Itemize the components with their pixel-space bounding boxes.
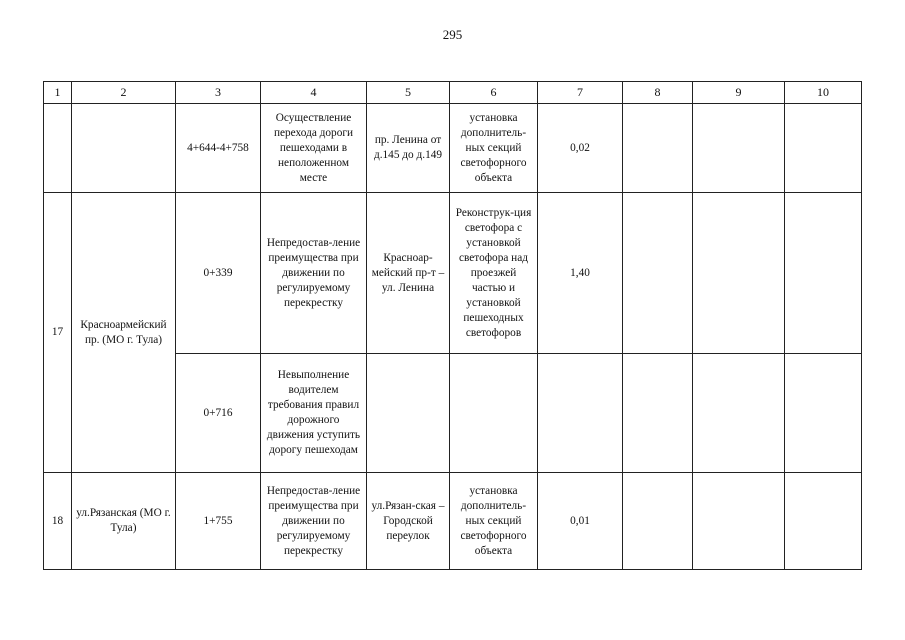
cost-cell: 0,01	[538, 473, 623, 570]
page-number: 295	[442, 27, 463, 42]
location-cell: ул.Рязан-ская – Городской переулок	[367, 473, 450, 570]
header-cell: 1	[44, 82, 72, 104]
empty-cell	[785, 104, 862, 193]
location-cell: пр. Ленина от д.145 до д.149	[367, 104, 450, 193]
row-number-cell	[44, 104, 72, 193]
data-table	[43, 81, 862, 570]
header-cell: 7	[538, 82, 623, 104]
km-cell: 1+755	[176, 473, 261, 570]
table-row	[44, 473, 862, 570]
table-row	[44, 104, 862, 193]
empty-cell	[693, 193, 785, 354]
violation-cell: Непредостав-ление преимущества при движении по регулируемому перекрестку	[261, 473, 367, 570]
km-cell: 0+339	[176, 193, 261, 354]
violation-cell: Невыполнение водителем требования правил дорожного движения уступить дорогу пешеходам	[261, 354, 367, 473]
header-cell: 3	[176, 82, 261, 104]
violation-cell: Непредостав-ление преимущества при движении по регулируемому перекрестку	[261, 193, 367, 354]
empty-cell	[785, 473, 862, 570]
empty-cell	[693, 354, 785, 473]
header-cell: 9	[693, 82, 785, 104]
empty-cell	[623, 193, 693, 354]
empty-cell	[785, 354, 862, 473]
row-number-cell: 17	[44, 193, 72, 473]
empty-cell	[693, 104, 785, 193]
header-row	[44, 82, 862, 104]
measure-cell	[450, 354, 538, 473]
header-cell: 4	[261, 82, 367, 104]
row-number-cell: 18	[44, 473, 72, 570]
measure-cell: установка дополнитель-ных секций светофорного объекта	[450, 104, 538, 193]
measure-cell: установка дополнитель-ных секций светофорного объекта	[450, 473, 538, 570]
empty-cell	[623, 354, 693, 473]
road-name-cell: Красноармейский пр. (МО г. Тула)	[72, 193, 176, 473]
header-cell: 8	[623, 82, 693, 104]
header-cell: 2	[72, 82, 176, 104]
measure-cell: Реконструк-ция светофора с установкой светофора над проезжей частью и установкой пешеходных светофоров	[450, 193, 538, 354]
road-name-cell: ул.Рязанская (МО г. Тула)	[72, 473, 176, 570]
header-cell: 5	[367, 82, 450, 104]
table-row	[44, 193, 862, 354]
location-cell: Красноар-мейский пр-т – ул. Ленина	[367, 193, 450, 354]
cost-cell: 1,40	[538, 193, 623, 354]
empty-cell	[693, 473, 785, 570]
empty-cell	[785, 193, 862, 354]
header-cell: 10	[785, 82, 862, 104]
cost-cell	[538, 354, 623, 473]
empty-cell	[623, 104, 693, 193]
empty-cell	[623, 473, 693, 570]
header-cell: 6	[450, 82, 538, 104]
road-name-cell	[72, 104, 176, 193]
cost-cell: 0,02	[538, 104, 623, 193]
km-cell: 4+644-4+758	[176, 104, 261, 193]
km-cell: 0+716	[176, 354, 261, 473]
location-cell	[367, 354, 450, 473]
violation-cell: Осуществление перехода дороги пешеходами в неположенном месте	[261, 104, 367, 193]
